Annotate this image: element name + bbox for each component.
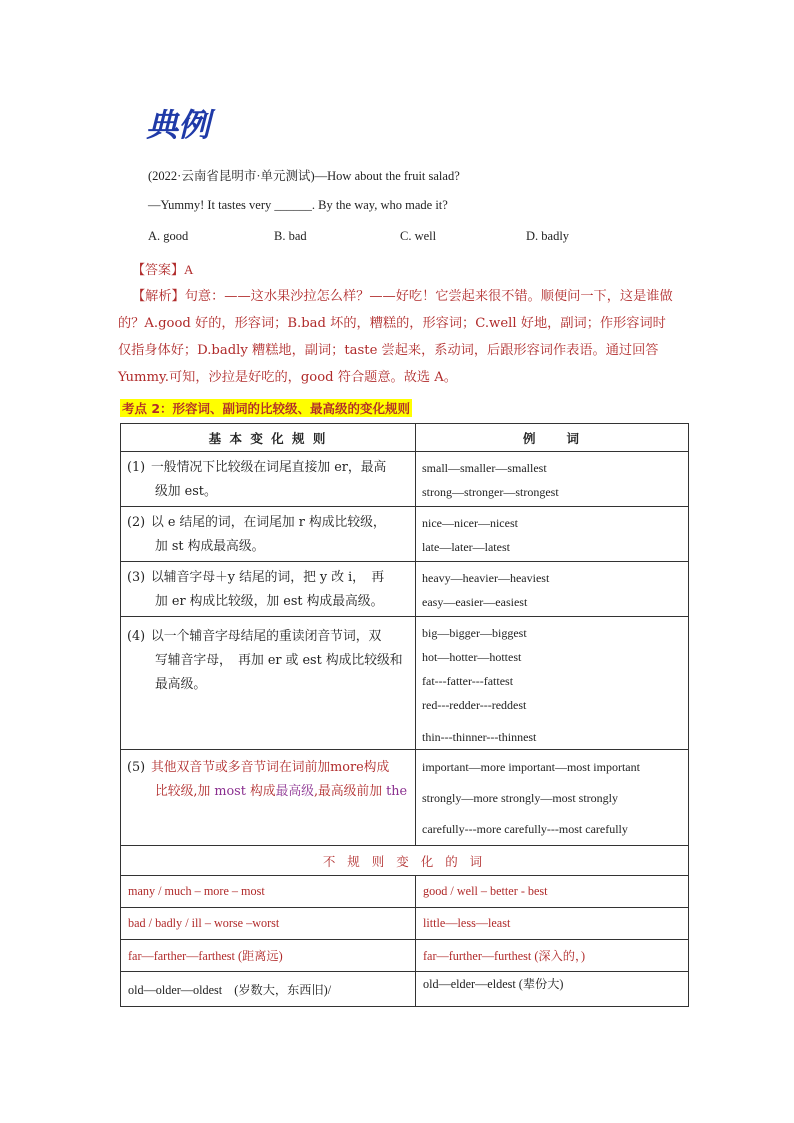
- example-logo: [146, 104, 220, 144]
- kaodian-heading: 考点 2：形容词、副词的比较级、最高级的变化规则: [122, 401, 411, 416]
- analysis-label: 【解析】: [132, 289, 185, 304]
- rule-3: [121, 562, 416, 617]
- rule-5-examples: [416, 750, 689, 846]
- rule-text: 加 er 构成比较级，加 est 构成最高级。: [155, 594, 384, 609]
- question-blank-line: —Yummy! It tastes very ______. By the way, who made it?: [148, 198, 448, 212]
- analysis-paragraph: [118, 283, 678, 391]
- irregular-cell: old—elder—eldest (辈份大): [416, 972, 689, 1007]
- example: carefully---more carefully---most carefully: [422, 822, 628, 836]
- option-a: A. good: [148, 229, 189, 243]
- irregular-cell: many / much – more – most: [121, 876, 416, 908]
- rule-1: [121, 452, 416, 507]
- irregular-cell: little—less—least: [416, 908, 689, 940]
- rule-number: (4): [127, 629, 146, 644]
- header-rules: 基 本 变 化 规 则: [121, 424, 416, 452]
- irregular-cell: bad / badly / ill – worse –worst: [121, 908, 416, 940]
- example: hot—hotter—hottest: [422, 650, 522, 664]
- rule-keyword-superlative: 最高级: [275, 784, 314, 799]
- rule-text: 比较级,加: [155, 784, 215, 799]
- rule-4: [121, 617, 416, 750]
- rule-4-examples: [416, 617, 689, 750]
- example: strong—stronger—strongest: [422, 485, 559, 499]
- example: small—smaller—smallest: [422, 461, 547, 475]
- rule-text: 一般情况下比较级在词尾直接加 er，最高: [151, 460, 387, 475]
- rule-text: 以辅音字母＋y 结尾的词，把 y 改 i， 再: [151, 570, 385, 585]
- example: strongly—more strongly—most strongly: [422, 791, 618, 805]
- rule-3-examples: [416, 562, 689, 617]
- example: fat---fatter---fattest: [422, 674, 514, 688]
- rule-keyword-the: the: [386, 784, 408, 799]
- rule-text: 级加 est。: [155, 484, 217, 499]
- rule-text: 以一个辅音字母结尾的重读闭音节词，双: [151, 629, 382, 644]
- option-c: C. well: [400, 229, 437, 243]
- irregular-cell: good / well – better - best: [416, 876, 689, 908]
- example: thin---thinner---thinnest: [422, 730, 537, 744]
- irregular-header: 不 规 则 变 化 的 词: [121, 846, 689, 876]
- example: nice—nicer—nicest: [422, 516, 518, 530]
- rule-number: (2): [127, 515, 146, 530]
- option-b: B. bad: [274, 229, 307, 243]
- example: red---redder---reddest: [422, 698, 527, 712]
- rule-text: 最高级。: [155, 677, 207, 692]
- header-examples: 例 词: [416, 424, 689, 452]
- rule-number: (1): [127, 460, 146, 475]
- example: late—later—latest: [422, 540, 510, 554]
- rule-text: ,最高级前加: [313, 784, 387, 799]
- rule-2: [121, 507, 416, 562]
- rule-2-examples: [416, 507, 689, 562]
- rule-5: [121, 750, 416, 846]
- rule-keyword-most: most: [214, 784, 246, 799]
- rule-text: 以 e 结尾的词，在词尾加 r 构成比较级，: [151, 515, 386, 530]
- rule-1-examples: [416, 452, 689, 507]
- example: important—more important—most important: [422, 760, 640, 774]
- rule-number: (5): [127, 760, 146, 775]
- irregular-cell: old—older—oldest (岁数大，东西旧)/: [121, 972, 416, 1007]
- rule-text: 加 st 构成最高级。: [155, 539, 265, 554]
- logo-text: 典例: [146, 106, 211, 144]
- answer: 【答案】A: [132, 262, 194, 277]
- example: big—bigger—biggest: [422, 626, 527, 640]
- irregular-cell: far—farther—farthest (距离远): [121, 940, 416, 972]
- rule-text: 其他双音节或多音节词在词前加more构成: [151, 760, 390, 775]
- question-source-line: (2022·云南省昆明市·单元测试)—How about the fruit salad?: [148, 169, 460, 183]
- rule-text: 写辅音字母， 再加 er 或 est 构成比较级和: [155, 653, 403, 668]
- comparison-rules-table: [120, 423, 689, 1007]
- option-d: D. badly: [526, 229, 570, 243]
- irregular-cell: far—further—furthest (深入的，): [416, 940, 689, 972]
- rule-number: (3): [127, 570, 146, 585]
- analysis-text: 句意：——这水果沙拉怎么样？——好吃！它尝起来很不错。顺便问一下，这是谁做的？A.good 好的，形容词；B.bad 坏的，糟糕的，形容词；C.well 好地，副词；作形容词时仅指身体好；D.badly 糟糕地，副词；taste 尝起来，系动词，后跟形容词作表语。通过回答 Yummy.可知，沙拉是好吃的，good 符合题意。故选 A。: [118, 289, 673, 385]
- example: easy—easier—easiest: [422, 595, 528, 609]
- example: heavy—heavier—heaviest: [422, 571, 550, 585]
- rule-text: 构成: [245, 784, 276, 799]
